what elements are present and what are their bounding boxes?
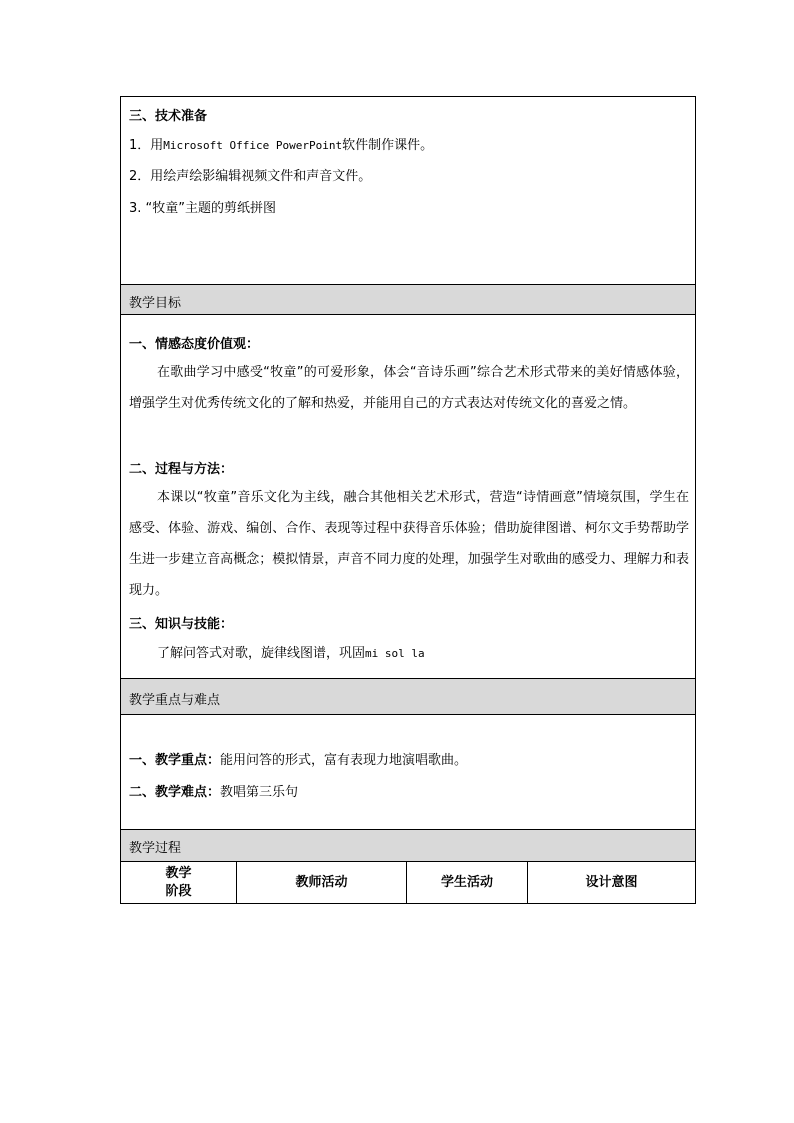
lesson-plan-table bbox=[120, 96, 696, 904]
goals-label: 教学目标 bbox=[129, 296, 182, 311]
goals-section bbox=[121, 315, 695, 679]
goals-s1-heading: 一、情感态度价值观： bbox=[129, 337, 260, 352]
keypoint-2: 二、教学难点：教唱第三乐句 bbox=[129, 785, 299, 800]
tech-item-3: 3. “牧童”主题的剪纸拼图 bbox=[129, 201, 277, 216]
column-header-design: 设计意图 bbox=[585, 874, 638, 890]
goals-s2-heading: 二、过程与方法： bbox=[129, 462, 234, 477]
column-header-student: 学生活动 bbox=[407, 862, 528, 903]
goals-s3-text: 了解问答式对歌，旋律线图谱，巩固mi sol la bbox=[157, 646, 425, 661]
goals-header bbox=[121, 285, 695, 315]
keypoints-label: 教学重点与难点 bbox=[129, 693, 221, 708]
tech-heading: 三、技术准备 bbox=[129, 109, 208, 124]
keypoints-section bbox=[121, 715, 695, 830]
goals-s1-text: 在歌曲学习中感受“牧童”的可爱形象，体会“音诗乐画”综合艺术形式带来的美好情感体验，增强学生对优秀传统文化的了解和热爱，并能用自己的方式表达对传统文化的喜爱之情。 bbox=[129, 365, 689, 411]
goals-s2-text: 本课以“牧童”音乐文化为主线，融合其他相关艺术形式，营造“诗情画意”情境氛围，学生在感受、体验、游戏、编创、合作、表现等过程中获得音乐体验；借助旋律图谱、柯尔文手势帮助学生进一步建立音高概念；模拟情景，声音不同力度的处理，加强学生对歌曲的感受力、理解力和表现力。 bbox=[129, 490, 689, 598]
tech-item-1: 1．用Microsoft Office PowerPoint软件制作课件。 bbox=[129, 138, 434, 153]
tech-preparation-section bbox=[121, 97, 695, 285]
goals-s3-heading: 三、知识与技能： bbox=[129, 617, 234, 632]
column-header-stage: 教学 阶段 bbox=[121, 862, 237, 903]
process-columns-row bbox=[121, 862, 695, 903]
keypoint-1: 一、教学重点：能用问答的形式，富有表现力地演唱歌曲。 bbox=[129, 753, 468, 768]
process-header bbox=[121, 830, 695, 862]
process-label: 教学过程 bbox=[129, 841, 182, 856]
tech-item-2: 2．用绘声绘影编辑视频文件和声音文件。 bbox=[129, 169, 372, 184]
column-header-teacher: 教师活动 bbox=[237, 862, 407, 903]
keypoints-header bbox=[121, 679, 695, 715]
